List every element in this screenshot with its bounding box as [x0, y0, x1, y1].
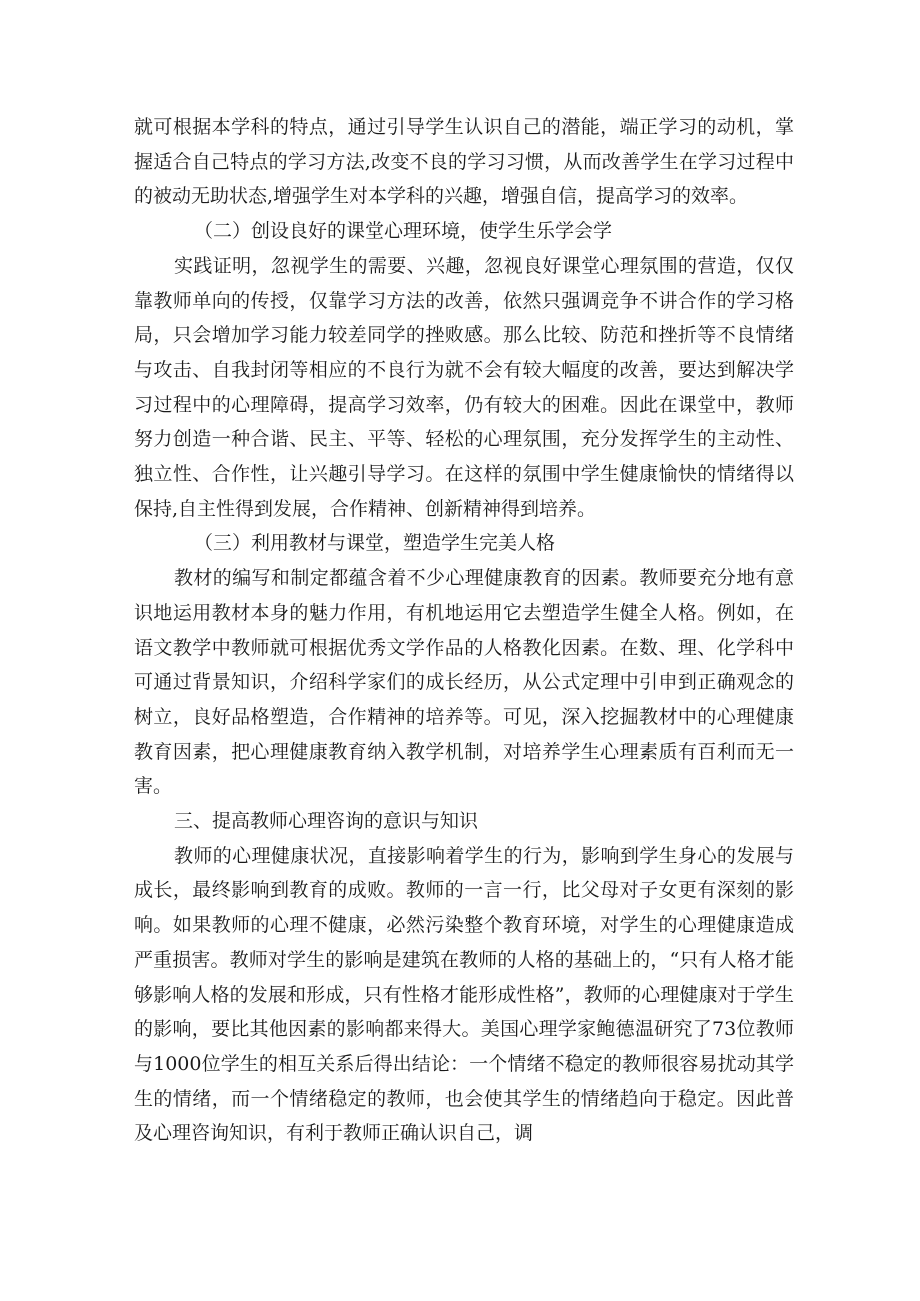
body-paragraph-continuation: 就可根据本学科的特点，通过引导学生认识自己的潜能，端正学习的动机，掌握适合自己特点的学习方法,改变不良的学习习惯，从而改善学生在学习过程中的被动无助状态,增强学生对本学科的兴趣，增强自信，提高学习的效率。	[134, 116, 794, 208]
body-paragraph-textbook-personality: 教材的编写和制定都蕴含着不少心理健康教育的因素。教师要充分地有意识地运用教材本身的魅力作用，有机地运用它去塑造学生健全人格。例如，在语文教学中教师就可根据优秀文学作品的人格教化因素。在数、理、化学科中可通过背景知识，介绍科学家们的成长经历，从公式定理中引申到正确观念的树立，良好品格塑造，合作精神的培养等。可见，深入挖掘教材中的心理健康教育因素，把心理健康教育纳入教学机制，对培养学生心理素质有百利而无一害。	[134, 567, 794, 798]
document-page	[134, 110, 794, 1151]
section-heading-teacher-counseling: 三、提高教师心理咨询的意识与知识	[174, 810, 479, 833]
body-paragraph-classroom-environment: 实践证明，忽视学生的需要、兴趣，忽视良好课堂心理氛围的营造，仅仅靠教师单向的传授，仅靠学习方法的改善，依然只强调竞争不讲合作的学习格局，只会增加学习能力较差同学的挫败感。那么比较、防范和挫折等不良情绪与攻击、自我封闭等相应的不良行为就不会有较大幅度的改善，要达到解决学习过程中的心理障碍，提高学习效率，仍有较大的困难。因此在课堂中，教师努力创造一种合谐、民主、平等、轻松的心理氛围，充分发挥学生的主动性、独立性、合作性，让兴趣引导学习。在这样的氛围中学生健康愉快的情绪得以保持,自主性得到发展，合作精神、创新精神得到培养。	[134, 254, 794, 520]
subheading-classroom-environment: （二）创设良好的课堂心理环境，使学生乐学会学	[194, 220, 613, 243]
body-paragraph-teacher-counseling: 教师的心理健康状况，直接影响着学生的行为，影响到学生身心的发展与成长，最终影响到教育的成败。教师的一言一行，比父母对子女更有深刻的影响。如果教师的心理不健康，必然污染整个教育环境，对学生的心理健康造成严重损害。教师对学生的影响是建筑在教师的人格的基础上的，“只有人格才能够影响人格的发展和形成，只有性格才能形成性格”，教师的心理健康对于学生的影响，要比其他因素的影响都来得大。美国心理学家鲍德温研究了73位教师与1000位学生的相互关系后得出结论：一个情绪不稳定的教师很容易扰动其学生的情绪，而一个情绪稳定的教师，也会使其学生的情绪趋向于稳定。因此普及心理咨询知识，有利于教师正确认识自己，调	[134, 844, 794, 1145]
subheading-textbook-personality: （三）利用教材与课堂，塑造学生完美人格	[194, 532, 556, 555]
